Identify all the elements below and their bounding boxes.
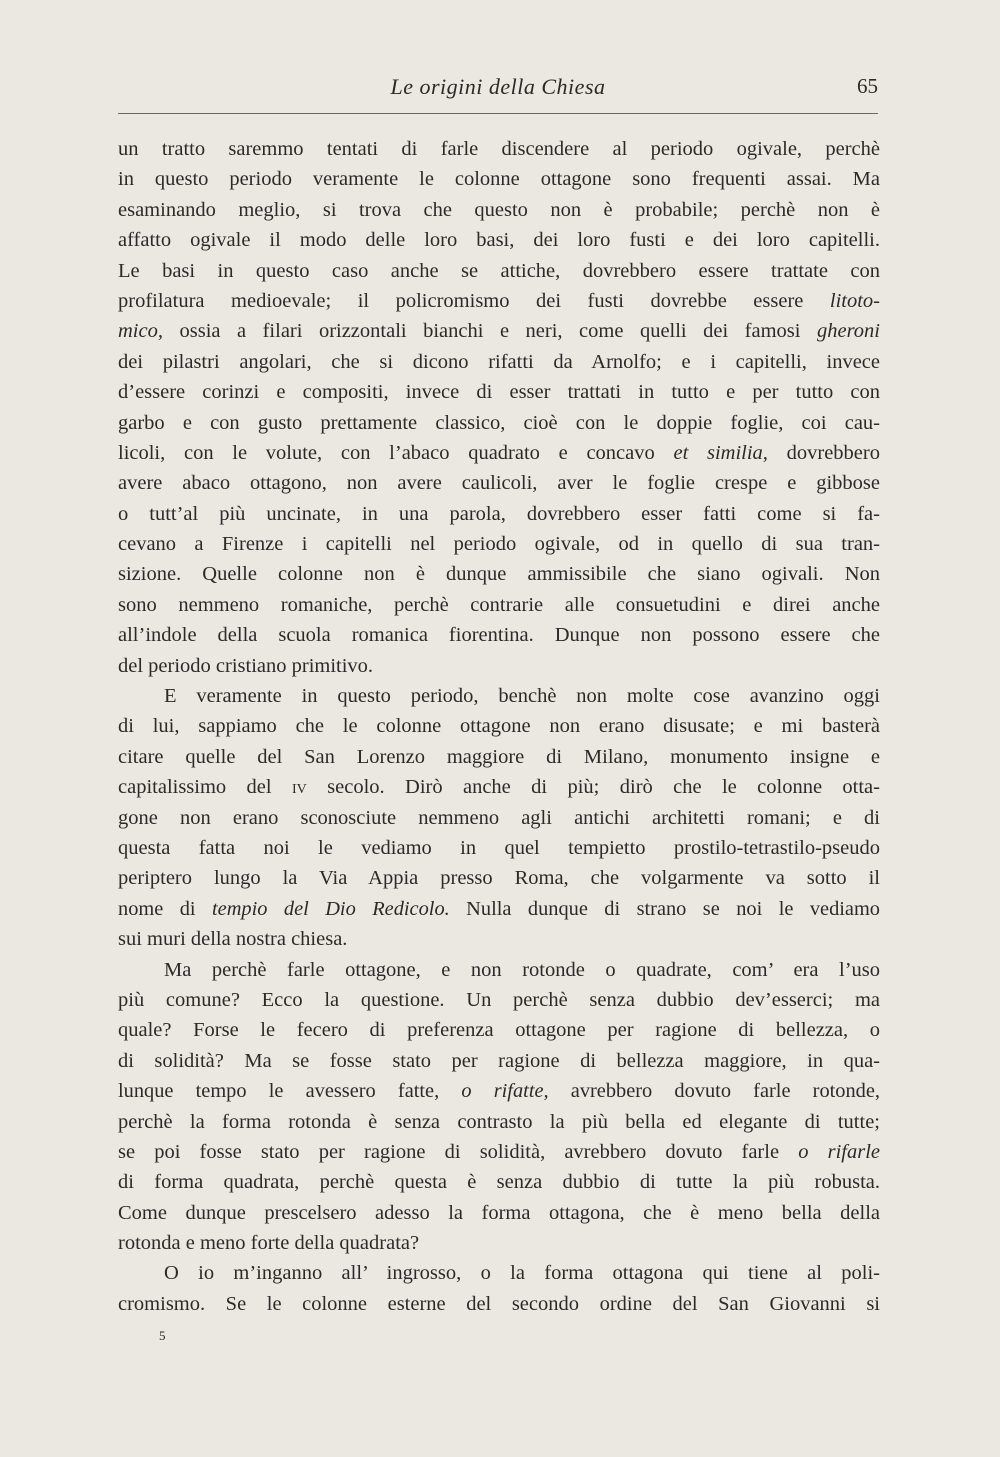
page-number: 65 bbox=[857, 74, 878, 98]
italic-term: o rifarle bbox=[798, 1140, 880, 1163]
text-line: citare quelle del San Lorenzo maggiore di Milano, monumento insigne e bbox=[118, 745, 880, 768]
text-line: avere abaco ottagono, non avere caulicoli, aver le foglie crespe e gibbose bbox=[118, 472, 880, 495]
text-line: d’essere corinzi e compositi, invece di esser trattati in tutto e per tutto con bbox=[118, 381, 880, 404]
text-line: nome di tempio del Dio Redicolo. Nulla dunque di strano se noi le vediamo bbox=[118, 897, 880, 920]
text-line: esaminando meglio, si trova che questo non è probabile; perchè non è bbox=[118, 198, 880, 221]
text-line: profilatura medioevale; il policromismo dei fusti dovrebbe essere litoto- bbox=[118, 289, 880, 312]
text-line: di lui, sappiamo che le colonne ottagone non erano disusate; e mi basterà bbox=[118, 715, 880, 738]
italic-term: tempio del Dio Redicolo. bbox=[212, 897, 450, 920]
text-line: Le basi in questo caso anche se attiche, dovrebbero essere trattate con bbox=[118, 259, 880, 282]
text-line: mico, ossia a filari orizzontali bianchi e neri, come quelli dei famosi gheroni bbox=[118, 320, 880, 343]
text-line: dei pilastri angolari, che si dicono rifatti da Arnolfo; e i capitelli, invece bbox=[118, 350, 880, 373]
text-line: se poi fosse stato per ragione di solidità, avrebbero dovuto farle o rifarle bbox=[118, 1140, 880, 1163]
italic-term: et similia, bbox=[673, 441, 768, 464]
text-line: questa fatta noi le vediamo in quel tempietto prostilo-tetrastilo-pseudo bbox=[118, 836, 880, 859]
italic-term: gheroni bbox=[816, 320, 880, 343]
italic-term: o rifatte, bbox=[461, 1080, 549, 1103]
body-text bbox=[118, 134, 880, 1319]
running-title: Le origini della Chiesa bbox=[390, 74, 606, 99]
header-rule bbox=[118, 113, 878, 114]
text-line: cevano a Firenze i capitelli nel periodo ogivale, od in quello di sua tran- bbox=[118, 533, 880, 556]
text-line: capitalissimo del iv secolo. Dirò anche di più; dirò che le colonne otta- bbox=[118, 776, 880, 799]
text-line: sui muri della nostra chiesa. bbox=[118, 928, 348, 951]
text-line: in questo periodo veramente le colonne ottagone sono frequenti assai. Ma bbox=[118, 168, 880, 191]
text-line: garbo e con gusto prettamente classico, cioè con le doppie foglie, coi cau- bbox=[118, 411, 880, 434]
text-line: all’indole della scuola romanica fiorentina. Dunque non possono essere che bbox=[118, 624, 880, 647]
text-line: licoli, con le volute, con l’abaco quadrato e concavo et similia, dovrebbero bbox=[118, 441, 880, 464]
signature-mark: 5 bbox=[159, 1328, 166, 1343]
text-line: affatto ogivale il modo delle loro basi, dei loro fusti e dei loro capitelli. bbox=[118, 229, 880, 252]
text-line: quale? Forse le fecero di preferenza ottagone per ragione di bellezza, o bbox=[118, 1019, 880, 1042]
text-line: O io m’inganno all’ ingrosso, o la forma ottagona qui tiene al poli- bbox=[164, 1262, 880, 1285]
running-head bbox=[118, 74, 878, 110]
text-line: di solidità? Ma se fosse stato per ragione di bellezza maggiore, in qua- bbox=[118, 1049, 880, 1072]
text-line: cromismo. Se le colonne esterne del secondo ordine del San Giovanni si bbox=[118, 1292, 880, 1315]
text-line: Come dunque prescelsero adesso la forma ottagona, che è meno bella della bbox=[118, 1201, 880, 1224]
text-line: rotonda e meno forte della quadrata? bbox=[118, 1232, 420, 1255]
text-line: più comune? Ecco la questione. Un perchè senza dubbio dev’esserci; ma bbox=[118, 988, 880, 1011]
text-line: o tutt’al più uncinate, in una parola, dovrebbero esser fatti come si fa- bbox=[118, 502, 880, 525]
italic-term: mico, bbox=[118, 320, 163, 343]
text-line: sizione. Quelle colonne non è dunque ammissibile che siano ogivali. Non bbox=[118, 563, 880, 586]
text-line: gone non erano sconosciute nemmeno agli antichi architetti romani; e di bbox=[118, 806, 880, 829]
text-line: periptero lungo la Via Appia presso Roma, che volgarmente va sotto il bbox=[118, 867, 880, 890]
text-line: un tratto saremmo tentati di farle discendere al periodo ogivale, perchè bbox=[118, 138, 880, 160]
roman-numeral: iv bbox=[291, 776, 307, 799]
text-line: lunque tempo le avessero fatte, o rifatte, avrebbero dovuto farle rotonde, bbox=[118, 1080, 880, 1103]
italic-term: litoto- bbox=[829, 289, 880, 312]
text-line: di forma quadrata, perchè questa è senza dubbio di tutte la più robusta. bbox=[118, 1171, 880, 1194]
text-line: sono nemmeno romaniche, perchè contrarie alle consuetudini e direi anche bbox=[118, 593, 880, 616]
text-line: del periodo cristiano primitivo. bbox=[118, 654, 374, 677]
text-line: perchè la forma rotonda è senza contrasto la più bella ed elegante di tutte; bbox=[118, 1110, 880, 1133]
text-line: Ma perchè farle ottagone, e non rotonde o quadrate, com’ era l’uso bbox=[164, 958, 880, 981]
text-line: E veramente in questo periodo, benchè non molte cose avanzino oggi bbox=[164, 685, 880, 708]
